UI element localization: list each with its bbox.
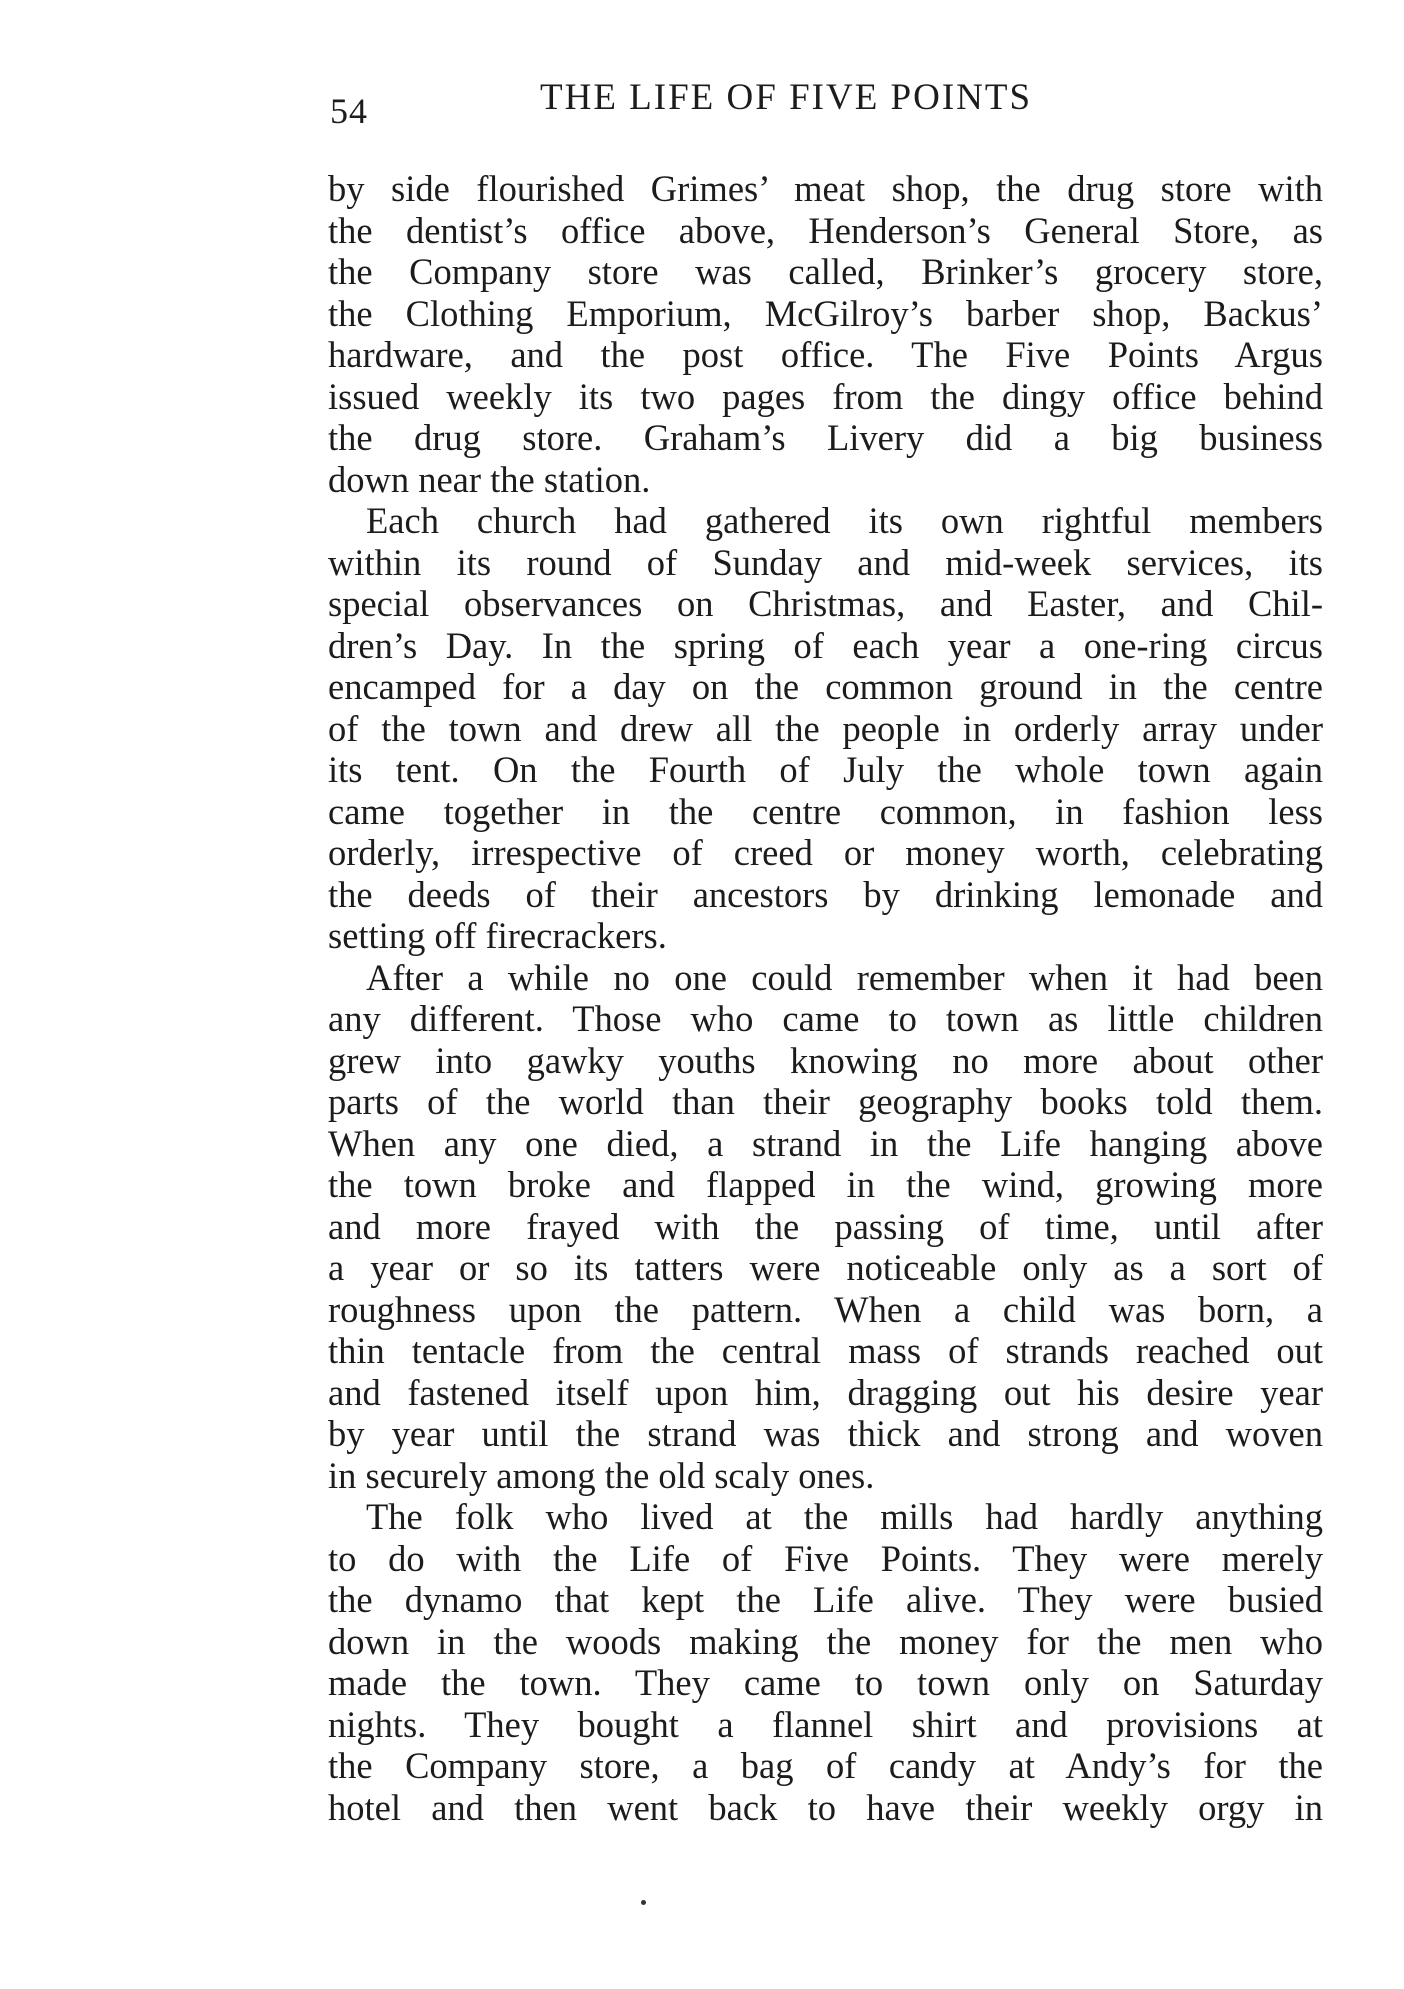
page-number: 54: [330, 91, 368, 131]
text-line: The folk who lived at the mills had hardly anything: [366, 1496, 1323, 1537]
text-line: and fastened itself upon him, dragging out his desire year: [328, 1371, 1323, 1413]
paragraph-4: [328, 1496, 1323, 1828]
text-line: down near the station.: [328, 458, 651, 500]
text-line: issued weekly its two pages from the dingy office behind: [328, 375, 1323, 417]
text-line: the Company store was called, Brinker’s grocery store,: [328, 251, 1323, 292]
text-line: the drug store. Graham’s Livery did a big business: [328, 417, 1323, 458]
text-line: hardware, and the post office. The Five Points Argus: [328, 334, 1323, 375]
text-line: to do with the Life of Five Points. They were merely: [328, 1537, 1323, 1579]
page-header: [330, 72, 1330, 132]
text-line: the Company store, a bag of candy at Andy’s for the: [328, 1745, 1323, 1786]
text-line: came together in the centre common, in fashion less: [328, 790, 1323, 832]
text-line: of the town and drew all the people in orderly array under: [328, 707, 1323, 749]
paragraph-2: [328, 500, 1323, 957]
paragraph-3: [328, 957, 1323, 1497]
text-line: made the town. They came to town only on Saturday: [328, 1662, 1323, 1703]
text-line: the deeds of their ancestors by drinking lemonade and: [328, 873, 1323, 915]
text-line: encamped for a day on the common ground in the centre: [328, 666, 1323, 707]
text-line: the Clothing Emporium, McGilroy’s barber shop, Backus’: [328, 292, 1323, 334]
print-speck: [641, 1900, 646, 1905]
text-line: by year until the strand was thick and strong and woven: [328, 1413, 1323, 1454]
text-line: special observances on Christmas, and Easter, and Chil-: [328, 583, 1323, 624]
text-line: roughness upon the pattern. When a child was born, a: [328, 1288, 1323, 1330]
text-line: the town broke and flapped in the wind, growing more: [328, 1164, 1323, 1205]
text-line: within its round of Sunday and mid-week services, its: [328, 541, 1323, 583]
text-line: Each church had gathered its own rightful members: [366, 500, 1323, 541]
text-line: hotel and then went back to have their weekly orgy in: [328, 1786, 1323, 1828]
body-text: [328, 168, 1323, 1828]
text-line: in securely among the old scaly ones.: [328, 1454, 875, 1496]
text-line: setting off firecrackers.: [328, 915, 667, 956]
text-line: down in the woods making the money for the men who: [328, 1620, 1323, 1662]
text-line: When any one died, a strand in the Life hanging above: [328, 1122, 1323, 1164]
text-line: by side flourished Grimes’ meat shop, the drug store with: [328, 168, 1323, 209]
text-line: nights. They bought a flannel shirt and provisions at: [328, 1703, 1323, 1745]
text-line: the dentist’s office above, Henderson’s General Store, as: [328, 209, 1323, 251]
text-line: a year or so its tatters were noticeable only as a sort of: [328, 1247, 1323, 1288]
running-title: THE LIFE OF FIVE POINTS: [540, 77, 1033, 118]
text-line: its tent. On the Fourth of July the whole town again: [328, 749, 1323, 790]
text-line: and more frayed with the passing of time, until after: [328, 1205, 1323, 1247]
text-line: the dynamo that kept the Life alive. They were busied: [328, 1579, 1323, 1620]
text-line: dren’s Day. In the spring of each year a one-ring circus: [328, 624, 1323, 666]
paragraph-1: [328, 168, 1323, 500]
text-line: After a while no one could remember when it had been: [366, 956, 1323, 998]
text-line: orderly, irrespective of creed or money worth, celebrating: [328, 832, 1323, 873]
text-line: any different. Those who came to town as little children: [328, 998, 1323, 1039]
text-line: thin tentacle from the central mass of strands reached out: [328, 1330, 1323, 1371]
text-line: parts of the world than their geography books told them.: [328, 1081, 1323, 1122]
text-line: grew into gawky youths knowing no more about other: [328, 1039, 1323, 1081]
